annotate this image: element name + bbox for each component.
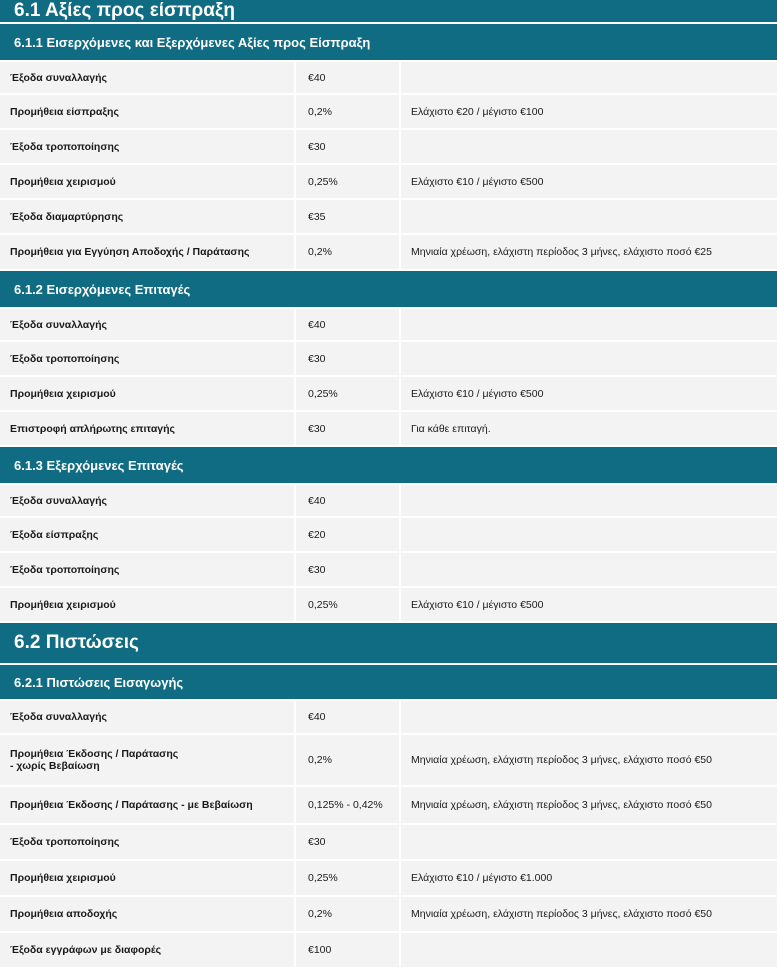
fee-label: Προμήθεια για Εγγύηση Αποδοχής / Παράτασης bbox=[0, 235, 296, 269]
fee-label: Έξοδα είσπραξης bbox=[0, 518, 296, 551]
fee-note: Μηνιαία χρέωση, ελάχιστη περίοδος 3 μήνες, ελάχιστο ποσό €50 bbox=[411, 799, 712, 811]
fee-value: 0,25% bbox=[296, 861, 401, 895]
fee-label: Έξοδα συναλλαγής bbox=[0, 309, 296, 340]
fee-value: €40 bbox=[296, 62, 401, 93]
table-row bbox=[0, 60, 777, 95]
fee-label: Έξοδα συναλλαγής bbox=[0, 485, 296, 516]
table-row bbox=[0, 307, 777, 342]
table-row bbox=[0, 483, 777, 518]
fee-label: Έξοδα τροποποίησης bbox=[0, 342, 296, 375]
fee-label: Προμήθεια είσπραξης bbox=[0, 95, 296, 128]
table-row bbox=[0, 861, 777, 897]
fee-note: Ελάχιστο €20 / μέγιστο €100 bbox=[411, 105, 544, 118]
fee-label: Προμήθεια χειρισμού bbox=[0, 588, 296, 621]
table-row bbox=[0, 825, 777, 861]
fee-value: €100 bbox=[296, 933, 401, 967]
table-row bbox=[0, 553, 777, 588]
fee-value: €35 bbox=[296, 200, 401, 233]
fee-value: €40 bbox=[296, 485, 401, 516]
fee-value: €30 bbox=[296, 342, 401, 375]
fee-label: Έξοδα συναλλαγής bbox=[0, 62, 296, 93]
table-row bbox=[0, 200, 777, 235]
fee-value: €40 bbox=[296, 701, 401, 733]
fee-value: €30 bbox=[296, 412, 401, 445]
table-row bbox=[0, 165, 777, 200]
fee-note: Ελάχιστο €10 / μέγιστο €500 bbox=[411, 175, 544, 188]
fee-label: Επιστροφή απλήρωτης επιταγής bbox=[0, 412, 296, 445]
fee-value: €30 bbox=[296, 825, 401, 859]
fee-note bbox=[401, 309, 777, 340]
fee-note bbox=[401, 518, 777, 551]
table-row bbox=[0, 933, 777, 969]
fee-value: 0,25% bbox=[296, 377, 401, 410]
fee-value: €30 bbox=[296, 553, 401, 586]
table-row bbox=[0, 235, 777, 271]
fee-value: 0,2% bbox=[296, 897, 401, 931]
section-header-6-2: 6.2 Πιστώσεις bbox=[0, 623, 777, 663]
fee-label: Έξοδα εγγράφων με διαφορές bbox=[0, 933, 296, 967]
fee-note bbox=[401, 130, 777, 163]
fee-note: Μηνιαία χρέωση, ελάχιστη περίοδος 3 μήνες, ελάχιστο ποσό €50 bbox=[411, 754, 712, 766]
fee-label: Έξοδα τροποποίησης bbox=[0, 825, 296, 859]
fee-label: Προμήθεια Έκδοσης / Παράτασης - χωρίς Βεβαίωση bbox=[0, 735, 296, 785]
fee-note bbox=[401, 933, 777, 967]
fee-label: Προμήθεια Έκδοσης / Παράτασης - με Βεβαίωση bbox=[0, 787, 296, 823]
fee-note bbox=[401, 62, 777, 93]
fee-label: Προμήθεια χειρισμού bbox=[0, 165, 296, 198]
table-row bbox=[0, 897, 777, 933]
fee-note bbox=[401, 200, 777, 233]
table-row bbox=[0, 412, 777, 447]
table-row bbox=[0, 735, 777, 787]
fee-value: 0,2% bbox=[296, 735, 401, 785]
table-row bbox=[0, 518, 777, 553]
fee-note: Ελάχιστο €10 / μέγιστο €1.000 bbox=[411, 872, 553, 884]
fee-value: €30 bbox=[296, 130, 401, 163]
fee-value: 0,125% - 0,42% bbox=[296, 787, 401, 823]
fee-value: €40 bbox=[296, 309, 401, 340]
fee-note: Μηνιαία χρέωση, ελάχιστη περίοδος 3 μήνες, ελάχιστο ποσό €50 bbox=[411, 908, 712, 920]
fee-value: 0,2% bbox=[296, 95, 401, 128]
fee-note bbox=[401, 342, 777, 375]
fee-label: Έξοδα τροποποίησης bbox=[0, 130, 296, 163]
fee-value: 0,25% bbox=[296, 165, 401, 198]
fee-value: 0,25% bbox=[296, 588, 401, 621]
table-row bbox=[0, 588, 777, 623]
fee-value: €20 bbox=[296, 518, 401, 551]
section-header-6-1: 6.1 Αξίες προς είσπραξη bbox=[0, 0, 777, 22]
table-row bbox=[0, 130, 777, 165]
fee-value: 0,2% bbox=[296, 235, 401, 269]
fee-note bbox=[401, 825, 777, 859]
table-row bbox=[0, 699, 777, 735]
subsection-header-6-1-2: 6.1.2 Εισερχόμενες Επιταγές bbox=[0, 271, 777, 307]
fee-note bbox=[401, 553, 777, 586]
fee-label: Έξοδα τροποποίησης bbox=[0, 553, 296, 586]
fee-note bbox=[401, 701, 777, 733]
fee-label: Προμήθεια αποδοχής bbox=[0, 897, 296, 931]
fee-label: Έξοδα διαμαρτύρησης bbox=[0, 200, 296, 233]
fee-note: Ελάχιστο €10 / μέγιστο €500 bbox=[411, 598, 544, 611]
table-row bbox=[0, 342, 777, 377]
subsection-header-6-1-1: 6.1.1 Εισερχόμενες και Εξερχόμενες Αξίες προς Είσπραξη bbox=[0, 24, 777, 60]
fee-note: Μηνιαία χρέωση, ελάχιστη περίοδος 3 μήνες, ελάχιστο ποσό €25 bbox=[411, 246, 712, 258]
fee-label: Έξοδα συναλλαγής bbox=[0, 701, 296, 733]
fee-label: Προμήθεια χειρισμού bbox=[0, 861, 296, 895]
fee-note bbox=[401, 485, 777, 516]
fee-label: Προμήθεια χειρισμού bbox=[0, 377, 296, 410]
fee-note: Ελάχιστο €10 / μέγιστο €500 bbox=[411, 387, 544, 400]
table-row bbox=[0, 377, 777, 412]
table-row bbox=[0, 787, 777, 825]
subsection-header-6-2-1: 6.2.1 Πιστώσεις Εισαγωγής bbox=[0, 665, 777, 699]
fee-note: Για κάθε επιταγή. bbox=[411, 422, 491, 435]
table-row bbox=[0, 95, 777, 130]
subsection-header-6-1-3: 6.1.3 Εξερχόμενες Επιταγές bbox=[0, 447, 777, 483]
